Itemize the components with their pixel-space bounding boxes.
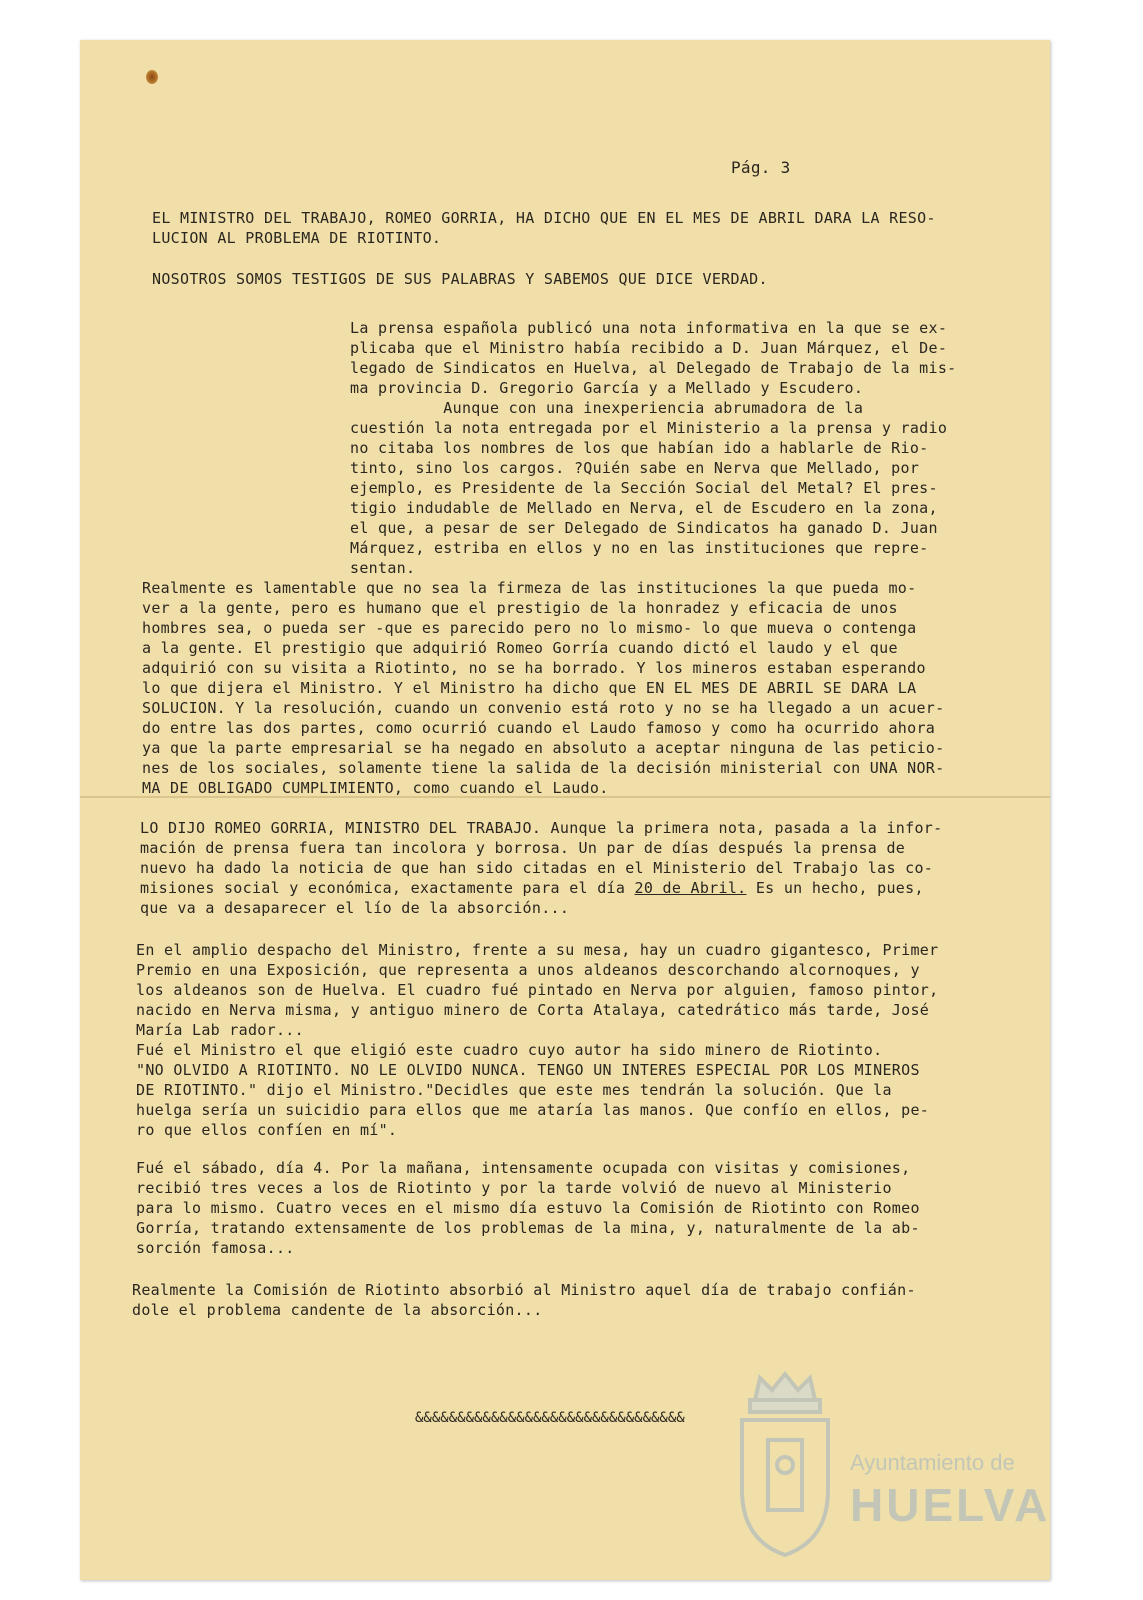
paragraph-4-after: Es un hecho, pues, que va a desaparecer el lío de la absorción...: [140, 879, 924, 917]
paragraph-4-before: LO DIJO ROMEO GORRIA, MINISTRO DEL TRABAJO. Aunque la primera nota, pasada a la infor- mación de prensa fuera tan incolora y borrosa. Un par de días después la prensa de nuevo ha dado la noticia de que han sido citadas en el Ministerio del Trabajo las co- misiones social y económica, exactamente para el día: [140, 819, 943, 897]
watermark-line-1: Ayuntamiento de: [850, 1450, 1015, 1475]
rust-stain: [146, 70, 158, 84]
paragraph-4: [140, 818, 942, 918]
paragraph-3: Realmente es lamentable que no sea la firmeza de las instituciones la que pueda mo- ver a la gente, pero es humano que el prestigio de la honradez y eficacia de unos hombres sea, o pueda ser -que es parecido pero no lo mismo- lo que mueva o contenga a la gente. El prestigio que adquirió Romeo Gorría cuando dictó el laudo y el que adquirió con su visita a Riotinto, no se ha borrado. Y los mineros estaban esperando lo que dijera el Ministro. Y el Ministro ha dicho que EN EL MES DE ABRIL SE DARA LA SOLUCION. Y la resolución, cuando un convenio está roto y no se ha llegado a un acuer- do entre las dos partes, como ocurrió cuando el Laudo famoso y como ha ocurrido ahora ya que la parte empresarial se ha negado en absoluto a aceptar ninguna de las peticio- nes de los sociales, solamente tiene la salida de la decisión ministerial con UNA NOR- MA DE OBLIGADO CUMPLIMIENTO, como cuando el Laudo.: [142, 579, 945, 797]
headline: EL MINISTRO DEL TRABAJO, ROMEO GORRIA, HA DICHO QUE EN EL MES DE ABRIL DARA LA RESO- LUCION AL PROBLEMA DE RIOTINTO.: [152, 209, 936, 247]
coat-of-arms-icon: [730, 1370, 840, 1560]
paragraph-5: En el amplio despacho del Ministro, frente a su mesa, hay un cuadro gigantesco, Primer Premio en una Exposición, que representa a unos aldeanos descorchando alcornoques, y los aldeanos son de Huelva. El cuadro fué pintado en Nerva por alguien, famoso pintor, nacido en Nerva misma, y antiguo minero de Corta Atalaya, catedrático más tarde, José María Lab rador... Fué el Ministro el que eligió este cuadro cuyo autor ha sido minero de Riotinto. "NO OLVIDO A RIOTINTO. NO LE OLVIDO NUNCA. TENGO UN INTERES ESPECIAL POR LOS MINEROS DE RIOTINTO." dijo el Ministro."Decidles que este mes tendrán la solución. Que la huelga sería un suicidio para ellos que me ataría las manos. Que confío en ellos, pe- ro que ellos confíen en mí".: [136, 941, 939, 1139]
paragraph-4-date: 20 de Abril.: [634, 879, 747, 897]
page-number: Pág. 3: [731, 158, 791, 177]
separator: &&&&&&&&&&&&&&&&&&&&&&&&&&&&&&&&: [415, 1410, 685, 1426]
paragraph-7: Realmente la Comisión de Riotinto absorbió al Ministro aquel día de trabajo confián- dole el problema candente de la absorción...: [132, 1281, 916, 1319]
indented-block: La prensa española publicó una nota informativa en la que se ex- plicaba que el Ministro había recibido a D. Juan Márquez, el De- legado de Sindicatos en Huelva, al Delegado de Trabajo de la mis- ma provincia D. Gregorio García y a Mellado y Escudero. Aunque con una inexperiencia abrumadora de la cuestión la nota entregada por el Ministerio a la prensa y radio no citaba los nombres de los que habían ido a hablarle de Rio- tinto, sino los cargos. ?Quién sabe en Nerva que Mellado, por ejemplo, es Presidente de la Sección Social del Metal? El pres- tigio indudable de Mellado en Nerva, el de Escudero en la zona, el que, a pesar de ser Delegado de Sindicatos ha ganado D. Juan Márquez, estriba en ellos y no en las instituciones que repre- sentan.: [350, 319, 957, 577]
statement: NOSOTROS SOMOS TESTIGOS DE SUS PALABRAS Y SABEMOS QUE DICE VERDAD.: [152, 270, 768, 288]
watermark: [730, 1370, 1060, 1570]
watermark-line-2: HUELVA: [850, 1479, 1051, 1531]
document-page: [80, 40, 1050, 1580]
paragraph-6: Fué el sábado, día 4. Por la mañana, intensamente ocupada con visitas y comisiones, recibió tres veces a los de Riotinto y por la tarde volvió de nuevo al Ministerio para lo mismo. Cuatro veces en el mismo día estuvo la Comisión de Riotinto con Romeo Gorría, tratando extensamente de los problemas de la mina, y, naturalmente de la ab- sorción famosa...: [136, 1159, 920, 1257]
